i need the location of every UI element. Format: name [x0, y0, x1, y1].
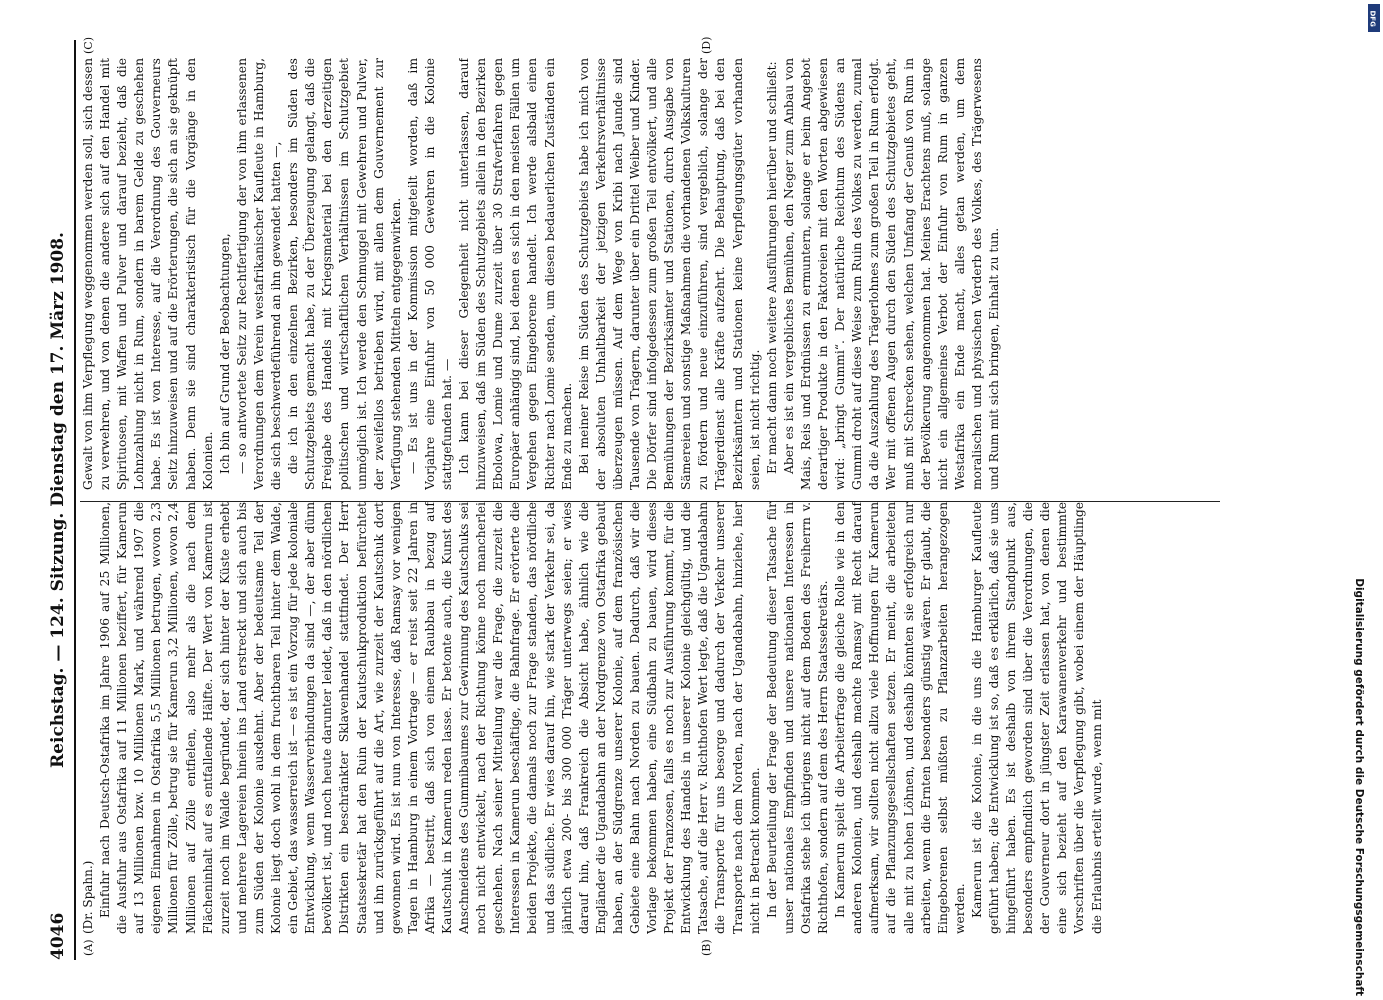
paragraph: Bei meiner Reise im Süden des Schutzgebiets habe ich mich von der absoluten Unhaltbarkeit der jetzigen Verkehrsverhältnisse überzeugen müssen. Auf dem Wege von Kribi nach Jaunde sind Tausende von Trägern, darunter über ein Drittel Weiber und Kinder. Die Dörfer sind infolgedessen zum großen Teil entvölkert, und alle Bemühungen der Bezirksämter und Stationen, durch Ausgabe von Sämereien und sonstige Maßnahmen die vorhandenen Volkskulturen zu fördern und neue einzuführen, sind vergeblich, solange der Trägerdienst alle Kräfte aufzehrt. Die Behauptung, daß bei den Bezirksämtern und Stationen keine Verpflegungsgüter vorhanden seien, ist nicht richtig.	[576, 58, 762, 490]
header-rule	[74, 40, 76, 960]
digitization-note-text: Digitalisierung gefördert durch die Deutsche Forschungsgemeinschaft	[1353, 578, 1365, 996]
right-column	[80, 58, 1230, 490]
paragraph: Einfuhr nach Deutsch-Ostafrika im Jahre 1906 auf 25 Millionen, die Ausfuhr aus Ostafrika auf 11 Millionen beziffert, für Kamerun auf 13 Millionen bzw. 10 Millionen Mark, und während 1907 die eigenen Einnahmen in Ostafrika 5,5 Millionen betrugen, wovon 2,3 Millionen für Zölle, betrug sie für Kamerun 3,2 Millionen, wovon 2,4 Millionen auf Zölle entfielen, also mehr als die nach dem Flächeninhalt auf es entfallende Hälfte. Der Wert von Kamerun ist zurzeit noch im Walde begründet, der sich hinter der Küste erhebt und mehrere Lagereien hinein ins Land erstreckt und sich auch bis zum Süden der Kolonie ausdehnt. Aber der bedeutsame Teil der Kolonie liegt doch wohl in dem fruchtbaren Teil hinter dem Walde, ein Gebiet, das wasserreich ist — es ist ein Vorzug für jede koloniale Entwicklung, wenn Wasserverbindungen da sind —, der aber dünn bevölkert ist, und noch heute darunter leidet, daß in den nördlichen Distrikten ein beschränkter Sklavenhandel stattfindet. Der Herr Staatssekretär hat den Ruin der Kautschukproduktion befürchtet und ihn zurückgeführt auf die Art, wie zurzeit der Kautschuk dort gewonnen wird. Es ist nun von Interesse, daß Ramsay vor wenigen Tagen in Hamburg in einem Vortrage — er reist seit 22 Jahren in Afrika — bestritt, daß sich von einem Raubbau in bezug auf Kautschuk in Kamerun reden lasse. Er betonte auch, die Kunst des Anschneidens des Gummibaumes zur Gewinnung des Kautschuks sei noch nicht entwickelt, nach der Richtung könne noch mancherlei geschehen. Nach seiner Mitteilung war die Frage, die zurzeit die Interessen in Kamerun beschäftige, die Bahnfrage. Er erörterte die beiden Projekte, die damals noch zur Frage standen, das nördliche und das südliche. Er wies darauf hin, wie stark der Verkehr sei, da jährlich etwa 200- bis 300 000 Träger unterwegs seien; er wies darauf hin, daß Frankreich die Absicht habe, ähnlich wie die Engländer die Ugandabahn an der Nordgrenze von Ostafrika gebaut haben, an der Südgrenze unserer Kolonie, auf dem französischen Gebiete eine Bahn nach Norden zu bauen. Dadurch, daß wir die Vorlage bekommen haben, eine Südbahn zu bauen, wird dieses Projekt der Franzosen, falls es noch zur Ausführung kommt, für die Entwicklung des Handels in unserer Kolonie gleichgültig, und die Tatsache, auf die Herr v. Richthofen Wert legte, daß die Ugandabahn die Transporte für uns besorge und dadurch der Verkehr unserer Transporte nach dem Norden, nach der Ugandabahn, hinziehe, hier nicht in Betracht kommen.	[98, 502, 762, 934]
margin-marker-d: (D)	[700, 36, 713, 54]
page-number: 4046	[48, 912, 68, 960]
paragraph: Ich bin auf Grund der Beobachtungen,	[217, 233, 232, 474]
margin-marker-b: (B)	[700, 939, 713, 956]
paragraph: die ich in den einzelnen Bezirken, besonders im Süden des Schutzgebiets gemacht habe, zu der Überzeugung gelangt, daß die Freigabe des Handels mit Kriegsmaterial bei den derzeitigen politischen und wirtschaftlichen Verhältnissen im Schutzgebiet unmöglich ist. Ich werde den Schmuggel mit Gewehren und Pulver, der zweifellos betrieben wird, mit allen dem Gouvernement zur Verfügung stehenden Mitteln entgegenwirken.	[286, 58, 403, 490]
paragraph: In der Beurteilung der Frage der Bedeutung dieser Tatsache für unser nationales Empfinden und unsere nationalen Interessen in Ostafrika stehe ich übrigens nicht auf dem Boden des Freiherrn v. Richthofen, sondern auf dem des Herrn Staatssekretärs.	[764, 502, 831, 934]
digitization-note	[1345, 6, 1365, 996]
page-header	[48, 40, 72, 960]
dfg-logo	[1368, 4, 1380, 32]
running-title: Reichstag. — 124. Sitzung. Dienstag den 17. März 1908.	[48, 232, 68, 768]
paragraph: Kamerun ist die Kolonie, in die uns die Hamburger Kaufleute geführt haben; die Entwicklung ist so, daß es erklärlich, daß sie uns hingeführt haben. Es ist deshalb von ihrem Standpunkt aus, besonders empfindlich geworden sind über die Verordnungen, die der Gouverneur dort in jüngster Zeit erlassen hat, von denen die eine sich bezieht auf den Karawanenverkehr und bestimmte Vorschriften über die Verpflegung gibt, wobei einem der Häuptlinge die Erlaubnis erteilt wurde, wenn mit	[969, 502, 1104, 934]
margin-marker-c: (C)	[82, 37, 95, 54]
paragraph: Gewalt von ihm Verpflegung weggenommen werden soll, sich dessen zu verwehren, und von denen die andere sich auf den Handel mit Spirituosen, mit Waffen und Pulver und darauf bezieht, daß die Lohnzahlung nicht in Rum, sondern in barem Gelde zu geschehen habe. Es ist von Interesse, auf die Verordnung des Gouverneurs Seitz hinzuweisen und auf die Erörterungen, die sich an sie geknüpft haben. Denn sie sind charakteristisch für die Vorgänge in den Kolonien.	[81, 58, 215, 490]
speaker-label: (Dr. Spahn.)	[81, 860, 95, 934]
left-column	[80, 502, 1230, 934]
paragraph: — Es ist uns in der Kommission mitgeteilt worden, daß im Vorjahre eine Einfuhr von 50 000 Gewehren in die Kolonie stattgefunden hat. —	[405, 58, 454, 490]
paragraph: Aber es ist ein vergebliches Bemühen, den Neger zum Anbau von Mais, Reis und Erdnüssen zu ermuntern, solange er beim Angebot derartiger Produkte in den Faktoreien mit den Worten abgewiesen wird: „bringt Gummi“. Der natürliche Reichtum des Südens an Gummi droht auf diese Weise zum Ruin des Volkes zu werden, zumal da die Auszahlung des Trägerlohnes zum großen Teil in Rum erfolgt. Wer mit offenen Augen durch den Süden des Schutzgebietes geht, muß mit Schrecken sehen, welchen Umfang der Genuß von Rum in der Bevölkerung angenommen hat. Meines Erachtens muß, solange nicht ein allgemeines Verbot der Einfuhr von Rum in ganzen Westafrika ein Ende macht, alles getan werden, um dem moralischen und physischen Verderb des Volkes, des Trägerwesens und Rum mit sich bringen, Einhalt zu tun.	[781, 58, 1001, 490]
paragraph: In Kamerun spielt die Arbeiterfrage die gleiche Rolle wie in den anderen Kolonien, und deshalb machte Ramsay mit Recht darauf aufmerksam, wir sollten nicht allzu viele Hoffnungen für Kamerun auf die Pflanzungsgesellschaften setzen. Er meint, die arbeiteten alle mit zu hohen Löhnen, und deshalb könnten sie erfolgreich nur arbeiten, wenn die Ernten besonders günstig wären. Er glaubt, die Eingeborenen selbst müßten zu Pflanzarbeiten herangezogen werden.	[833, 502, 967, 934]
paragraph: — so antwortete Seitz zur Rechtfertigung der von ihm erlassenen Verordnungen dem Verein westafrikanischer Kaufleute in Hamburg, die sich beschwerdeführend an ihn gewendet hatten —,	[234, 58, 284, 490]
margin-marker-a: (A)	[82, 939, 95, 956]
paragraph: Er macht dann noch weitere Ausführungen hierüber und schließt:	[764, 61, 779, 474]
dfg-logo-text: DFG	[1368, 10, 1377, 27]
paragraph: Ich kann bei dieser Gelegenheit nicht unterlassen, darauf hinzuweisen, daß im Süden des Schutzgebiets allein in den Bezirken Ebolowa, Lomie und Dume zurzeit über 30 Strafverfahren gegen Europäer anhängig sind, bei denen es sich in den meisten Fällen um Vergehen gegen Eingeborene handelt. Ich werde alsbald einen Richter nach Lomie senden, um diesen bedauerlichen Zuständen ein Ende zu machen.	[457, 58, 574, 490]
